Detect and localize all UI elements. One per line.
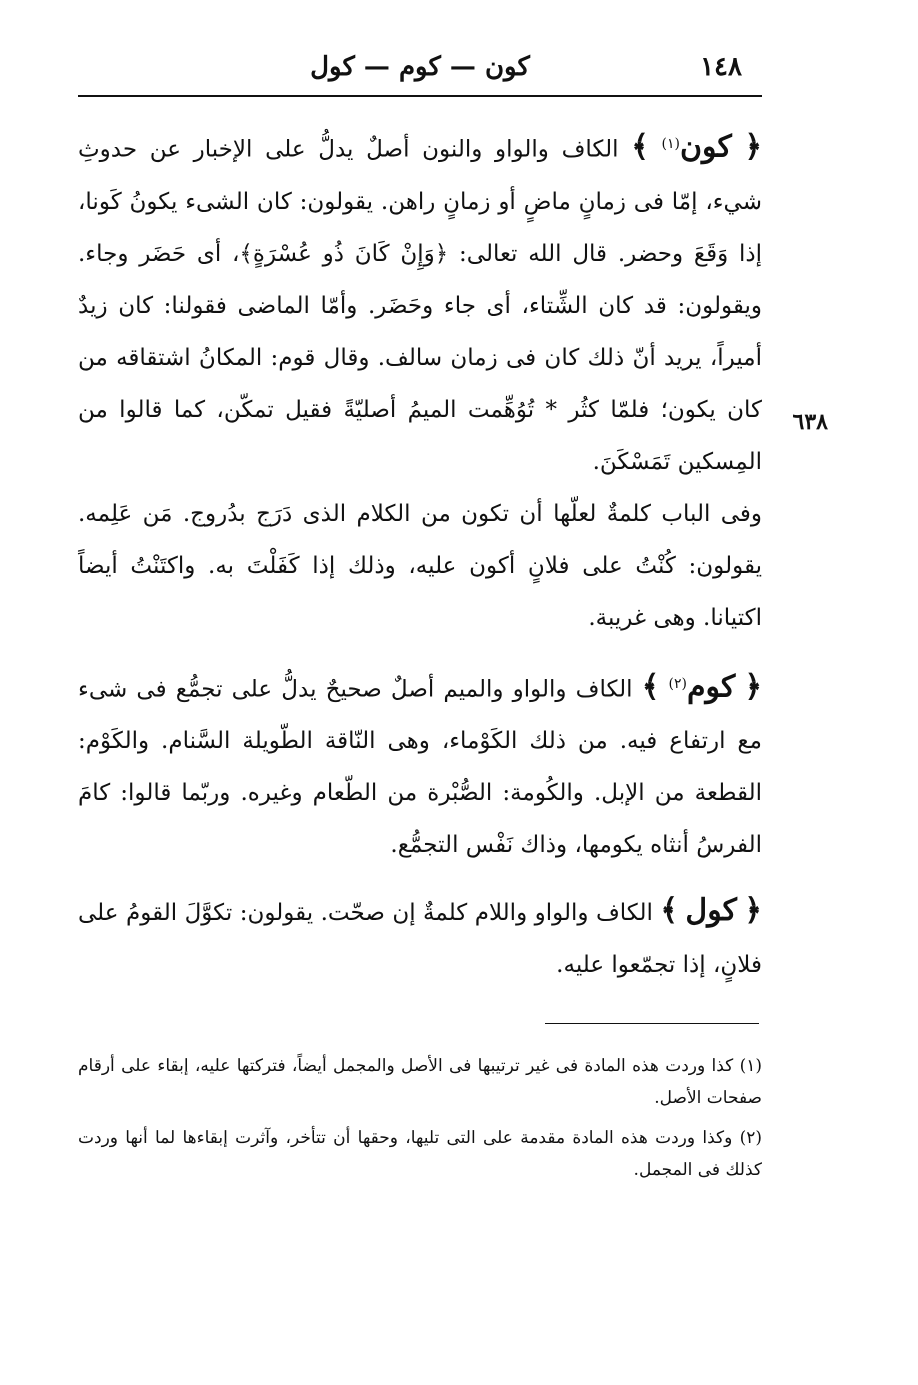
entry-paragraph <box>78 885 762 991</box>
bracket-open: ﴿ <box>744 893 762 929</box>
page-header <box>78 44 762 94</box>
footnote-rule <box>545 1023 759 1024</box>
entry-text: وفى الباب كلمةٌ لعلّها أن تكون من الكلام الذى دَرَج بدُروج. مَن عَلِمه. يقولون: كُنْتُ على فلانٍ أكون عليه، وذلك إذا كَفَلْتَ به. واكتَنْتُ أيضاً اكتيانا. وهى غريبة. <box>78 500 762 631</box>
bracket-open: ﴿ <box>744 129 763 165</box>
entry-kawl <box>78 885 762 991</box>
bracket-close: ﴾ <box>660 893 678 929</box>
entry-kawm <box>78 658 762 872</box>
bracket-open: ﴿ <box>744 669 763 705</box>
headword: كوم <box>686 669 736 705</box>
footnotes <box>78 1050 762 1194</box>
footnote-marker: (١) <box>739 1056 763 1076</box>
entry-text: الكاف والواو واللام كلمةٌ إن صحّت. يقولون: تكوَّلَ القومُ على فلانٍ، إذا تجمّعوا عليه. <box>78 900 762 979</box>
margin-page-reference: ٦٣٨ <box>792 409 828 435</box>
footnote <box>78 1122 762 1186</box>
entry-paragraph <box>78 488 762 644</box>
headword: كول <box>685 893 737 929</box>
entry-text: الكاف والواو والنون أصلٌ يدلُّ على الإخبار عن حدوثِ شيء، إمّا فى زمانٍ ماضٍ أو زمانٍ راهن. يقولون: كان الشىء يكونُ كَونا، إذا وَقَعَ وحضر. قال الله تعالى: ﴿وَإِنْ كَانَ ذُو عُسْرَةٍ﴾، أى حَضَر وجاء. ويقولون: قد كان الشِّتاء، أى جاء وحَضَر. وأمّا الماضى فقولنا: كان زيدٌ أميراً، يريد أنّ ذلك كان فى زمان سالف. وقال قوم: المكانُ اشتقاقه من كان يكون؛ فلمّا كثُر * تُوُهِّمت الميمُ أصليّةً فقيل تمكّن، كما قالوا من المِسكين تَمَسْكَنَ. <box>78 136 762 475</box>
entry-paragraph <box>78 658 762 872</box>
bracket-close: ﴾ <box>641 669 660 705</box>
bracket-close: ﴾ <box>631 129 649 165</box>
entry-kawn <box>78 118 762 644</box>
main-text <box>78 118 762 1005</box>
entry-paragraph <box>78 118 762 488</box>
footnote-reference: (١) <box>661 136 680 152</box>
footnote-reference: (٢) <box>668 675 687 692</box>
footnote-text: كذا وردت هذه المادة فى غير ترتيبها فى الأصل والمجمل أيضاً، فتركتها عليه، إبقاء على أرقام صفحات الأصل. <box>78 1056 762 1108</box>
running-title: كون — كوم — كول <box>310 52 530 82</box>
page-number: ١٤٨ <box>700 52 742 82</box>
footnote-marker: (٢) <box>739 1128 762 1148</box>
entry-text: الكاف والواو والميم أصلٌ صحيحٌ يدلُّ على تجمُّع فى شىء مع ارتفاع فيه. من ذلك الكَوْماء، وهى النّاقة الطّويلة السَّنام. والكَوْم: القطعة من الإبل. والكُومة: الصُّبْرة من الطّعام وغيره. وربّما قالوا: كامَ الفرسُ أنثاه يكومها، وذاك نَفْس التجمُّع. <box>78 676 762 859</box>
footnote <box>78 1050 762 1114</box>
footnote-text: وكذا وردت هذه المادة مقدمة على التى تليها، وحقها أن تتأخر، وآثرت إبقاءها لما أنها وردت كذلك فى المجمل. <box>78 1128 762 1180</box>
headword: كون <box>679 129 732 165</box>
header-rule <box>78 95 762 97</box>
